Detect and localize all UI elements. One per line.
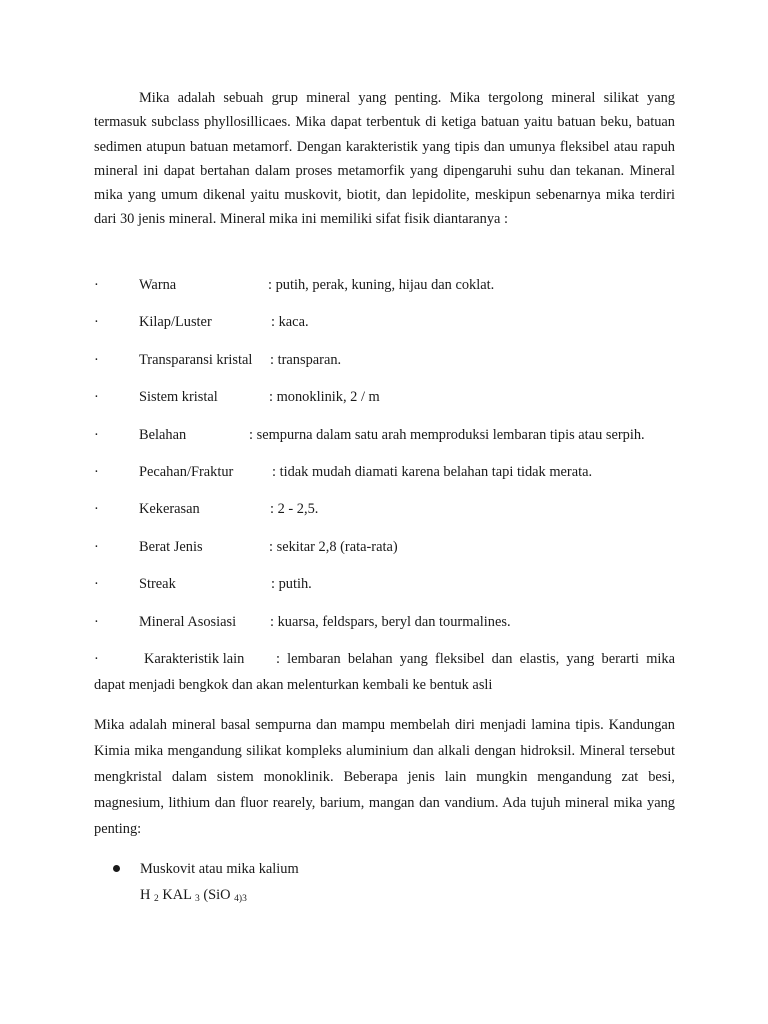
property-value: : kaca. [271, 314, 309, 331]
property-name: Sistem kristal [139, 389, 218, 406]
property-name: Kilap/Luster [139, 314, 212, 331]
bullet-dot: · [94, 277, 99, 293]
property-value: : transparan. [270, 351, 342, 368]
property-value: : tidak mudah diamati karena belahan tapi tidak merata. [272, 463, 593, 480]
bullet-dot: · [94, 463, 99, 480]
formula-subscript: 2 [154, 894, 159, 904]
bullet-dot: · [94, 613, 99, 630]
property-value: : sekitar 2,8 (rata-rata) [269, 538, 398, 555]
bullet-dot: · [94, 651, 99, 667]
bullet-dot: · [94, 538, 99, 555]
property-item [94, 497, 694, 534]
property-name: Mineral Asosiasi [139, 613, 237, 630]
bullet-dot: · [94, 426, 99, 443]
mineral-name: Muskovit atau mika kalium [140, 861, 299, 877]
property-item [94, 423, 694, 460]
property-item [94, 572, 694, 609]
formula-part: ) [238, 894, 243, 904]
body-paragraph: Mika adalah mineral basal sempurna dan mampu membelah diri menjadi lamina tipis. Kandungan Kimia mika mengandung silikat kompleks aluminium dan alkali dengan hidroksil. Mineral tersebut mengkristal dalam sistem monoklinik. Beberapa jenis lain mungkin mengandung zat besi, magnesium, lithium dan fluor rearely, barium, mangan dan vandium. Ada tujuh mineral mika yang penting: [94, 717, 675, 837]
property-value: : sempurna dalam satu arah memproduksi lembaran tipis atau serpih. [249, 426, 645, 443]
formula-part: H [140, 887, 151, 903]
mineral-item [113, 856, 299, 912]
bullet-dot: · [94, 389, 99, 406]
bullet-dot: · [94, 351, 99, 368]
chemical-formula [113, 882, 299, 912]
property-item [94, 535, 694, 572]
property-value: : 2 - 2,5. [270, 501, 319, 518]
formula-subscript: 4 [234, 894, 239, 904]
property-name: Belahan [139, 426, 187, 443]
property-name: Warna [139, 277, 177, 293]
property-name: Transparansi kristal [139, 351, 253, 368]
bullet-dot-icon [113, 865, 120, 872]
property-list [94, 273, 694, 647]
property-value: : kuarsa, feldspars, beryl dan tourmalines. [270, 613, 511, 630]
formula-subscript: 3 [242, 894, 247, 904]
property-value: : lembaran belahan yang fleksibel dan elastis, yang berarti mika [276, 651, 675, 667]
property-value: : putih, perak, kuning, hijau dan coklat. [268, 277, 495, 293]
property-item [94, 610, 694, 647]
property-item [94, 385, 694, 422]
property-value-continuation: dapat menjadi bengkok dan akan melenturkan kembali ke bentuk asli [94, 677, 493, 693]
property-name: Streak [139, 576, 176, 593]
formula-part: (SiO [199, 887, 231, 903]
property-name: Kekerasan [139, 501, 200, 518]
bullet-dot: · [94, 501, 99, 518]
bullet-dot: · [94, 314, 99, 331]
property-value: : monoklinik, 2 / m [269, 389, 380, 406]
mineral-list [113, 856, 299, 912]
property-item [94, 273, 694, 310]
bullet-dot: · [94, 576, 99, 593]
property-item-last [94, 646, 675, 698]
property-value: : putih. [271, 576, 312, 593]
property-item [94, 310, 694, 347]
formula-part: KAL [158, 887, 192, 903]
property-item [94, 348, 694, 385]
property-item [94, 460, 694, 497]
property-name: Berat Jenis [139, 538, 203, 555]
formula-subscript: 3 [195, 894, 200, 904]
property-name: Pecahan/Fraktur [139, 463, 234, 480]
property-name: Karakteristik lain [144, 651, 245, 667]
intro-paragraph: Mika adalah sebuah grup mineral yang penting. Mika tergolong mineral silikat yang termasuk subclass phyllosillicaes. Mika dapat terbentuk di ketiga batuan yaitu batuan beku, batuan sedimen atupun batuan metamorf. Dengan karakteristik yang tipis dan umunya fleksibel atau rapuh mineral ini dapat bertahan dalam proses metamorfik yang dipengaruhi suhu dan tekanan. Mineral mika yang umum dikenal yaitu muskovit, biotit, dan lepidolite, meskipun sebenarnya mika terdiri dari 30 jenis mineral. Mineral mika ini memiliki sifat fisik diantaranya : [94, 90, 675, 228]
